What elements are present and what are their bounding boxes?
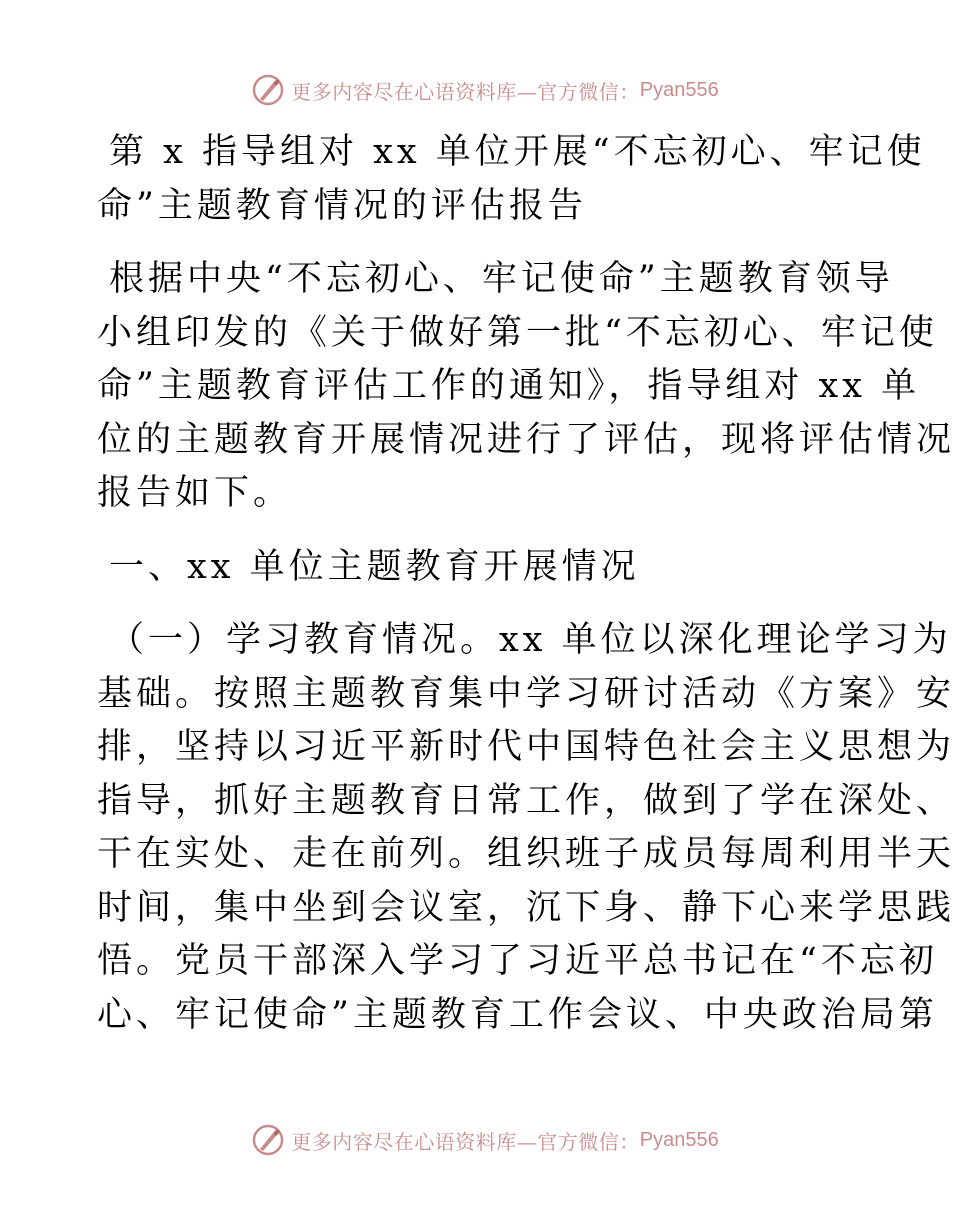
paragraph-line: 心、牢记使命”主题教育工作会议、中央政治局第	[97, 994, 938, 1035]
watermark-wechat-id: Pyan556	[639, 78, 719, 101]
paragraph-line: 报告如下。	[97, 473, 293, 513]
header-watermark	[0, 70, 950, 110]
watermark-text: 更多内容尽在心语资料库—官方微信：	[291, 1129, 640, 1154]
document-body	[97, 126, 955, 1042]
intro-paragraph	[97, 253, 955, 521]
title-line: 命”主题教育情况的评估报告	[97, 185, 587, 226]
paragraph-line: 时间，集中坐到会议室，沉下身、静下心来学思践	[97, 887, 955, 928]
document-title	[97, 126, 926, 233]
watermark-wechat-id: Pyan556	[639, 1128, 719, 1151]
footer-watermark	[0, 1120, 950, 1160]
paragraph-line: 根据中央“不忘初心、牢记使命”主题教育领导	[109, 259, 894, 299]
paragraph-line: 小组印发的《关于做好第一批“不忘初心、牢记使	[97, 312, 938, 353]
section-heading: 一、xx 单位主题教育开展情况	[109, 546, 640, 587]
pen-circle-logo-icon	[251, 73, 285, 107]
pen-circle-logo-icon	[251, 1123, 285, 1157]
paragraph-line: 指导，抓好主题教育日常工作，做到了学在深处、	[97, 780, 955, 821]
paragraph-line: 排，坚持以习近平新时代中国特色社会主义思想为	[97, 727, 955, 767]
paragraph-line: 悟。党员干部深入学习了习近平总书记在“不忘初	[97, 941, 938, 981]
paragraph-line: （一）学习教育情况。xx 单位以深化理论学习为	[109, 620, 952, 660]
paragraph-line: 命”主题教育评估工作的通知》，指导组对 xx 单	[97, 366, 921, 406]
paragraph-line: 干在实处、走在前列。组织班子成员每周利用半天	[97, 834, 955, 874]
subsection-paragraph	[97, 614, 955, 1042]
title-line: 第 x 指导组对 xx 单位开展“不忘初心、牢记使	[109, 132, 926, 172]
watermark-content	[251, 73, 718, 107]
watermark-content	[251, 1123, 718, 1157]
paragraph-line: 位的主题教育开展情况进行了评估，现将评估情况	[97, 419, 955, 460]
watermark-text: 更多内容尽在心语资料库—官方微信：	[291, 79, 640, 104]
paragraph-line: 基础。按照主题教育集中学习研讨活动《方案》安	[97, 673, 955, 714]
